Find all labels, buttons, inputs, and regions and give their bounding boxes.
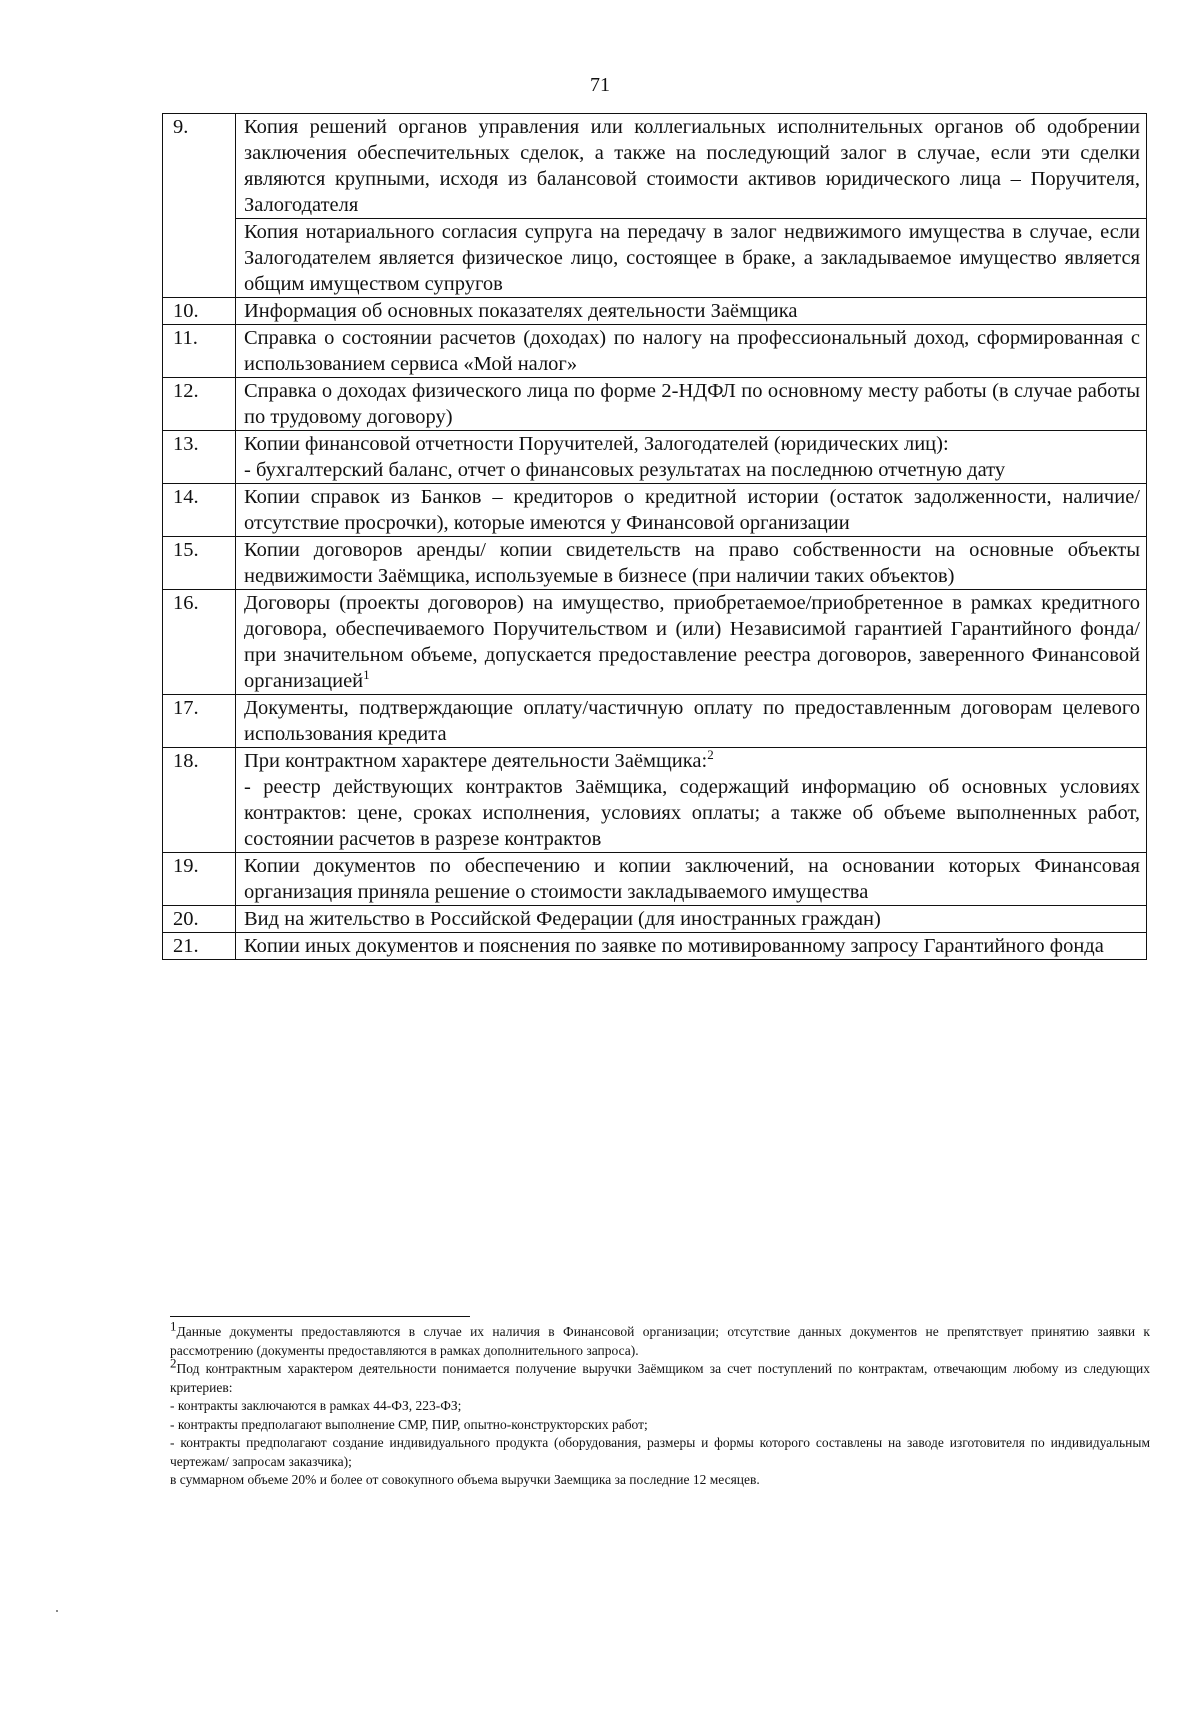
row-text: Копии иных документов и пояснения по заявке по мотивированному запросу Гарантийного фонда — [236, 933, 1147, 960]
row-text — [236, 431, 1147, 484]
row-number: 12. — [163, 378, 236, 431]
row-number — [163, 219, 236, 298]
row-number: 17. — [163, 695, 236, 748]
row-number: 16. — [163, 590, 236, 695]
scan-speck — [56, 1610, 58, 1612]
footnotes — [170, 1318, 1150, 1490]
footnote-mark: 1 — [170, 1318, 177, 1334]
row-number: 11. — [163, 325, 236, 378]
row-number: 15. — [163, 537, 236, 590]
row-text-line — [244, 748, 1140, 774]
footnote-item: - контракты предполагают выполнение СМР, ПИР, опытно-конструкторских работ; — [170, 1416, 648, 1432]
row-text-line: Копии финансовой отчетности Поручителей, Залогодателей (юридических лиц): — [244, 433, 949, 455]
row-text: Информация об основных показателях деятельности Заёмщика — [236, 298, 1147, 325]
row-number: 14. — [163, 484, 236, 537]
footnote-ref-1: 1 — [363, 667, 370, 683]
row-number: 21. — [163, 933, 236, 960]
row-number: 18. — [163, 748, 236, 853]
footnote-item: - контракты заключаются в рамках 44-ФЗ, 223-ФЗ; — [170, 1398, 462, 1413]
page-number: 71 — [590, 74, 610, 96]
footnote-divider — [170, 1316, 470, 1317]
table-row — [163, 378, 1147, 431]
row-number: 20. — [163, 906, 236, 933]
table-row — [163, 853, 1147, 906]
row-text: Копия нотариального согласия супруга на передачу в залог недвижимого имущества в случае, если Залогодателем является физическое лицо, состоящее в браке, а закладываемое имущество является общим имуществом супругов — [236, 219, 1147, 298]
footnote-text: Под контрактным характером деятельности понимается получение выручки Заёмщиком за счет поступлений по контрактам, отвечающим любому из следующих критериев: — [170, 1361, 1150, 1395]
row-text: Копия решений органов управления или коллегиальных исполнительных органов об одобрении заключения обеспечительных сделок, а также на последующий залог в случае, если эти сделки являются крупными, исходя из балансовой стоимости активов юридического лица – Поручителя, Залогодателя — [236, 114, 1147, 219]
row-text-line: - реестр действующих контрактов Заёмщика, содержащий информацию об основных условиях контрактов: цене, сроках исполнения, условиях оплаты; а также об объеме выполненных работ, состоянии расчетов в разрезе контрактов — [244, 776, 1140, 850]
row-text-heading: При контрактном характере деятельности Заёмщика: — [244, 750, 708, 772]
row-text: Копии документов по обеспечению и копии заключений, на основании которых Финансовая организация приняла решение о стоимости закладываемого имущества — [236, 853, 1147, 906]
footnote-item: в суммарном объеме 20% и более от совокупного объема выручки Заемщика за последние 12 месяцев. — [170, 1472, 760, 1487]
table-row — [163, 748, 1147, 853]
row-text: Копии справок из Банков – кредиторов о кредитной истории (остаток задолженности, наличие/отсутствие просрочки), которые имеются у Финансовой организации — [236, 484, 1147, 537]
row-text: Справка о состоянии расчетов (доходах) по налогу на профессиональный доход, сформированная с использованием сервиса «Мой налог» — [236, 325, 1147, 378]
table-row — [163, 484, 1147, 537]
row-number: 10. — [163, 298, 236, 325]
table-row — [163, 325, 1147, 378]
row-text: Документы, подтверждающие оплату/частичную оплату по предоставленным договорам целевого использования кредита — [236, 695, 1147, 748]
table-row — [163, 537, 1147, 590]
footnote-1 — [170, 1318, 1150, 1360]
table-row — [163, 933, 1147, 960]
row-number: 9. — [163, 114, 236, 219]
row-text-body: Договоры (проекты договоров) на имущество, приобретаемое/приобретенное в рамках кредитного договора, обеспечиваемого Поручительством и (или) Независимой гарантией Гарантийного фонда/ при значительном объеме, допускается предоставление реестра договоров, заверенного Финансовой организацией — [244, 592, 1140, 692]
footnote-mark: 2 — [170, 1355, 177, 1371]
row-text: Копии договоров аренды/ копии свидетельств на право собственности на основные объекты недвижимости Заёмщика, используемые в бизнесе (при наличии таких объектов) — [236, 537, 1147, 590]
documents-table — [162, 113, 1147, 960]
row-text — [236, 590, 1147, 695]
table-row — [163, 590, 1147, 695]
footnote-2 — [170, 1355, 1150, 1397]
row-number: 13. — [163, 431, 236, 484]
footnote-text: Данные документы предоставляются в случае их наличия в Финансовой организации; отсутствие данных документов не препятствует принятию заявки к рассмотрению (документы предоставляются в рамках дополнительного запроса). — [170, 1324, 1150, 1358]
table-row — [163, 906, 1147, 933]
row-text-line: - бухгалтерский баланс, отчет о финансовых результатах на последнюю отчетную дату — [244, 459, 1006, 481]
footnote-item: - контракты предполагают создание индивидуального продукта (оборудования, размеры и формы которого составлены на заводе изготовителя по индивидуальным чертежам/ запросам заказчика); — [170, 1435, 1150, 1469]
row-number: 19. — [163, 853, 236, 906]
table-row — [163, 431, 1147, 484]
table-row — [163, 695, 1147, 748]
table-row — [163, 298, 1147, 325]
footnote-ref-2: 2 — [707, 747, 714, 763]
row-text — [236, 748, 1147, 853]
row-text: Вид на жительство в Российской Федерации (для иностранных граждан) — [236, 906, 1147, 933]
table-row — [163, 219, 1147, 298]
table-row — [163, 114, 1147, 219]
row-text: Справка о доходах физического лица по форме 2-НДФЛ по основному месту работы (в случае работы по трудовому договору) — [236, 378, 1147, 431]
